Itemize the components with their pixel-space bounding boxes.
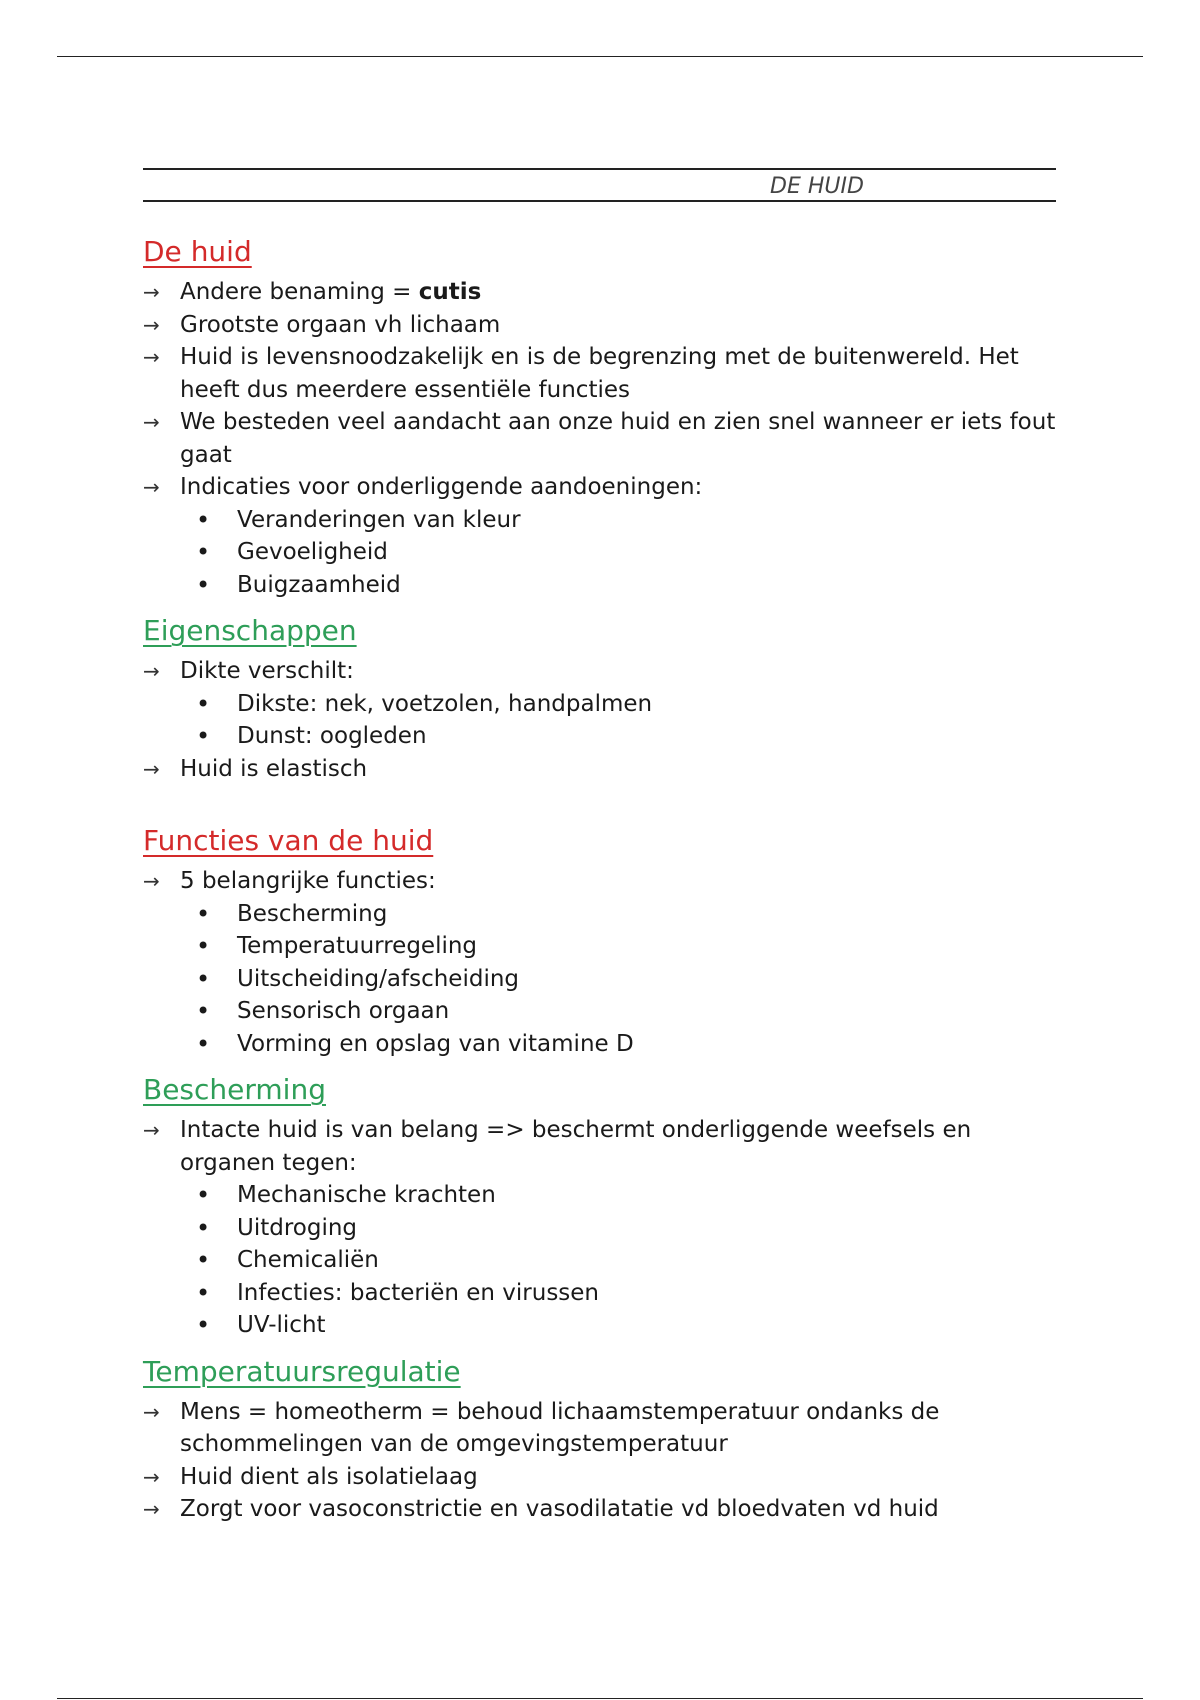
section-heading: Temperatuursregulatie (143, 1354, 461, 1388)
list-item: → Grootste orgaan vh lichaam (143, 309, 1056, 342)
bullet-item: • Uitscheiding/afscheiding (180, 963, 1056, 996)
bullet-item: • Vorming en opslag van vitamine D (180, 1028, 1056, 1061)
section-heading: Eigenschappen (143, 614, 357, 647)
page-top-rule (57, 56, 1143, 57)
document-header (143, 168, 1056, 202)
bullet-item: • Veranderingen van kleur (180, 504, 1056, 537)
bullet-item: • Uitdroging (180, 1212, 1056, 1245)
bullet-list (180, 1179, 1056, 1342)
arrow-list (143, 1396, 1056, 1526)
list-item: → We besteden veel aandacht aan onze huid en zien snel wanneer er iets fout gaat (143, 406, 1056, 471)
list-item: → Huid is elastisch (143, 753, 1056, 786)
bullet-item: • Gevoeligheid (180, 536, 1056, 569)
list-item: → Andere benaming = cutis (143, 276, 1056, 309)
list-item: → Mens = homeotherm = behoud lichaamstemperatuur ondanks de schommelingen van de omgevingstemperatuur (143, 1396, 1056, 1461)
list-item: → Indicaties voor onderliggende aandoeningen: • Veranderingen van kleur • Gevoeligheid • Buigzaamheid (143, 471, 1056, 601)
section-heading: Functies van de huid (143, 824, 434, 857)
section-heading: De huid (143, 235, 252, 268)
section-functies (143, 823, 1056, 1060)
page-bottom-rule (57, 1698, 1143, 1699)
list-item: → Dikte verschilt: • Dikste: nek, voetzolen, handpalmen • Dunst: oogleden (143, 655, 1056, 753)
list-item: → Huid is levensnoodzakelijk en is de begrenzing met de buitenwereld. Het heeft dus meerdere essentiële functies (143, 341, 1056, 406)
bullet-item: • Buigzaamheid (180, 569, 1056, 602)
section-temperatuursregulatie (143, 1354, 1056, 1526)
section-heading: Bescherming (143, 1073, 326, 1106)
bullet-item: • Dikste: nek, voetzolen, handpalmen (180, 688, 1056, 721)
list-item: → Intacte huid is van belang => beschermt onderliggende weefsels en organen tegen: • Mechanische krachten • Uitdroging • Chemicaliën • Infecties: bacteriën en virussen • UV-licht (143, 1114, 1056, 1342)
arrow-list (143, 276, 1056, 601)
arrow-list (143, 1114, 1056, 1342)
bullet-item: • Temperatuurregeling (180, 930, 1056, 963)
bullet-list (180, 898, 1056, 1061)
document-body (143, 168, 1056, 1538)
bullet-item: • Infecties: bacteriën en virussen (180, 1277, 1056, 1310)
bullet-item: • Bescherming (180, 898, 1056, 931)
bullet-item: • Sensorisch orgaan (180, 995, 1056, 1028)
bullet-item: • Dunst: oogleden (180, 720, 1056, 753)
bullet-item: • UV-licht (180, 1309, 1056, 1342)
bullet-list (180, 504, 1056, 602)
section-bescherming (143, 1072, 1056, 1342)
section-de-huid (143, 234, 1056, 601)
bullet-list (180, 688, 1056, 753)
list-item: → Zorgt voor vasoconstrictie en vasodilatatie vd bloedvaten vd huid (143, 1493, 1056, 1526)
bullet-item: • Mechanische krachten (180, 1179, 1056, 1212)
bullet-item: • Chemicaliën (180, 1244, 1056, 1277)
section-eigenschappen (143, 613, 1056, 785)
header-title: DE HUID (770, 174, 864, 199)
arrow-list (143, 865, 1056, 1060)
list-item: → 5 belangrijke functies: • Bescherming • Temperatuurregeling • Uitscheiding/afscheiding • Sensorisch orgaan • Vorming en opslag van vitamine D (143, 865, 1056, 1060)
arrow-list (143, 655, 1056, 785)
list-item: → Huid dient als isolatielaag (143, 1461, 1056, 1494)
